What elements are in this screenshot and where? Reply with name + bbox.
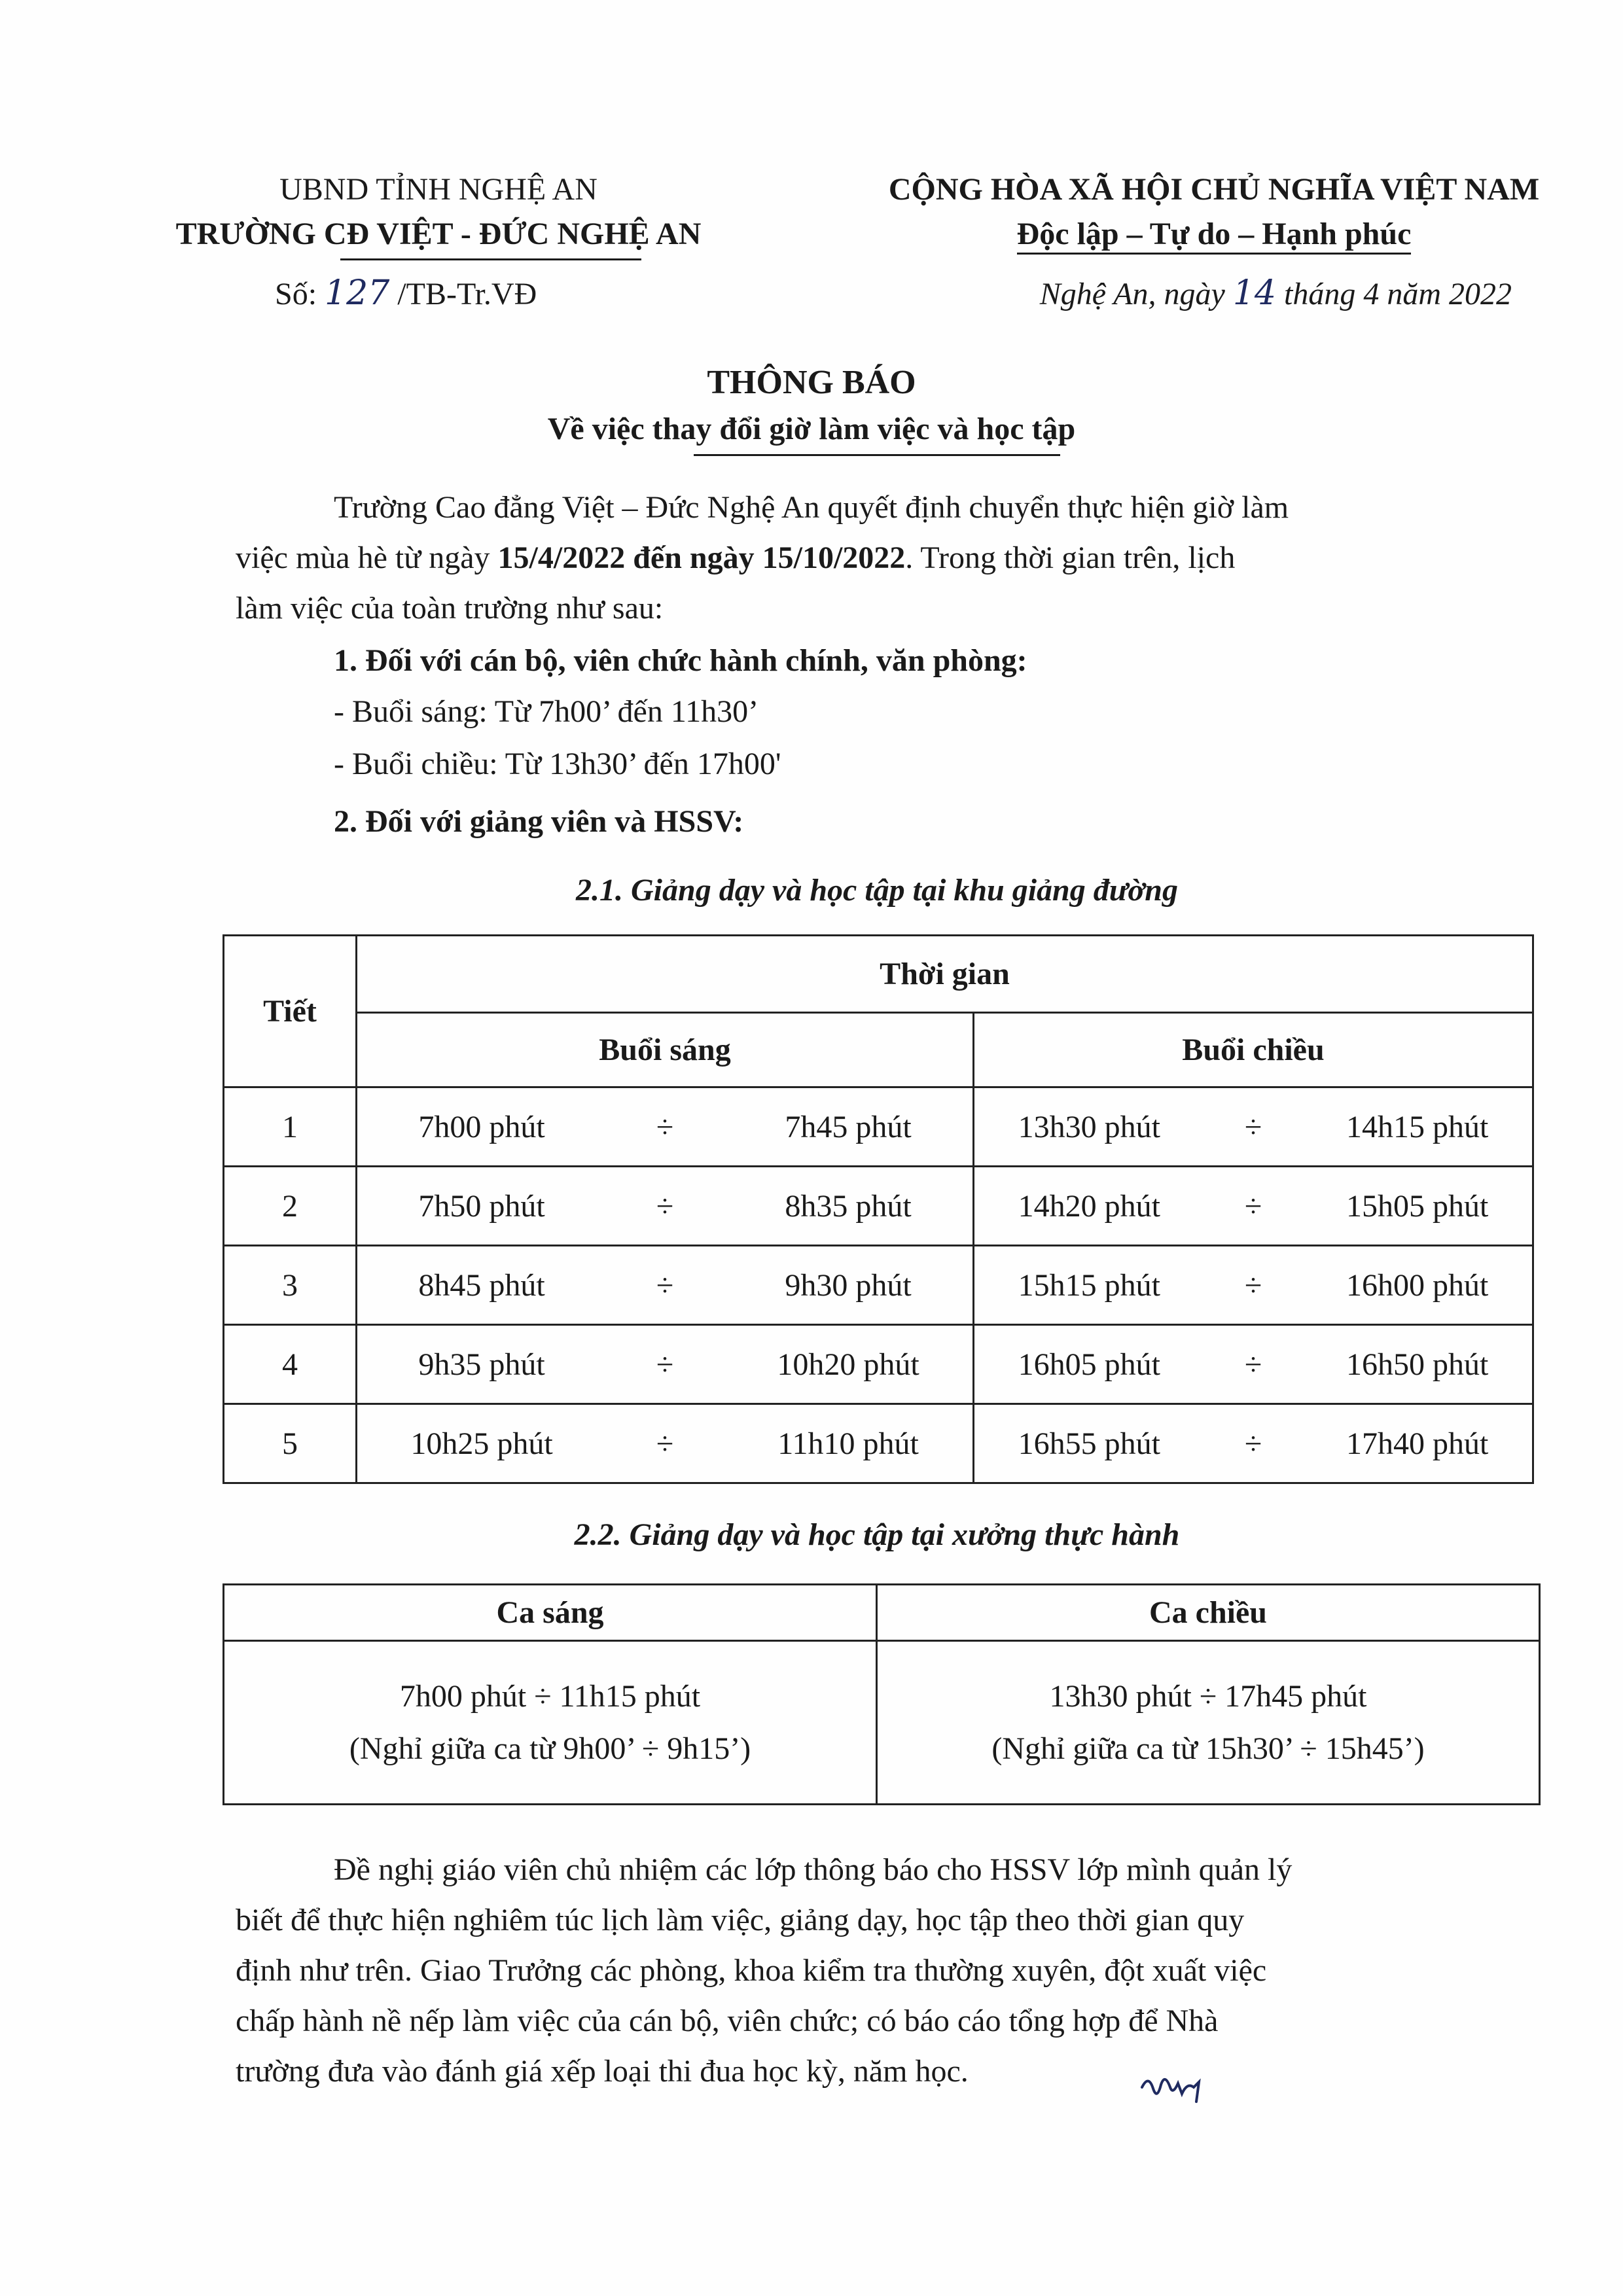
afternoon-slot	[974, 1325, 1533, 1404]
intro-line-3: làm việc của toàn trường như sau:	[236, 591, 664, 626]
doc-number-suffix: /TB-Tr.VĐ	[389, 277, 537, 311]
afternoon-start: 15h15 phút	[1018, 1267, 1160, 1303]
section1-heading: 1. Đối với cán bộ, viên chức hành chính, văn phòng:	[334, 643, 1027, 678]
range-separator: ÷	[656, 1267, 674, 1303]
intro-line-2a: việc mùa hè từ ngày	[236, 540, 498, 575]
morning-start: 10h25 phút	[410, 1426, 553, 1461]
col-period-header: Tiết	[224, 936, 357, 1087]
morning-end: 9h30 phút	[785, 1267, 912, 1303]
doc-date	[818, 274, 1512, 313]
range-separator: ÷	[1244, 1426, 1262, 1461]
table-row	[224, 1325, 1533, 1404]
doc-number-prefix: Số:	[275, 277, 325, 311]
table-row	[224, 1167, 1533, 1246]
intro-line-2b: . Trong thời gian trên, lịch	[905, 540, 1236, 575]
range-separator: ÷	[1244, 1109, 1262, 1144]
morning-shift-cell	[224, 1641, 877, 1805]
range-separator: ÷	[656, 1109, 674, 1144]
afternoon-start: 16h55 phút	[1018, 1426, 1160, 1461]
doc-number-handwritten: 127	[325, 274, 390, 313]
morning-shift-break: (Nghỉ giữa ca từ 9h00’ ÷ 9h15’)	[349, 1731, 751, 1766]
afternoon-slot	[974, 1167, 1533, 1246]
morning-end: 10h20 phút	[777, 1347, 919, 1382]
afternoon-shift-time: 13h30 phút ÷ 17h45 phút	[1049, 1678, 1367, 1714]
morning-end: 7h45 phút	[785, 1109, 912, 1144]
closing-line-2: biết để thực hiện nghiêm túc lịch làm việc, giảng dạy, học tập theo thời gian quy	[236, 1903, 1245, 1937]
morning-start: 8h45 phút	[418, 1267, 545, 1303]
period-cell: 2	[224, 1167, 357, 1246]
period-cell: 5	[224, 1404, 357, 1483]
morning-start: 7h50 phút	[418, 1188, 545, 1224]
table-row	[224, 1087, 1533, 1167]
intro-dates: 15/4/2022 đến ngày 15/10/2022	[497, 540, 906, 575]
afternoon-end: 14h15 phút	[1346, 1109, 1489, 1144]
afternoon-end: 15h05 phút	[1346, 1188, 1489, 1224]
doc-date-handwritten: 14	[1232, 274, 1276, 313]
issuer-underline	[340, 258, 641, 260]
table-row	[224, 1246, 1533, 1325]
intro-line-1: Trường Cao đẳng Việt – Đức Nghệ An quyết định chuyển thực hiện giờ làm	[334, 490, 1289, 525]
closing-line-1: Đề nghị giáo viên chủ nhiệm các lớp thông báo cho HSSV lớp mình quản lý	[334, 1852, 1293, 1887]
issuer-school-name: TRƯỜNG CĐ VIỆT - ĐỨC NGHỆ AN	[175, 217, 702, 251]
closing-line-4: chấp hành nề nếp làm việc của cán bộ, viên chức; có báo cáo tổng hợp để Nhà	[236, 2004, 1219, 2038]
afternoon-start: 14h20 phút	[1018, 1188, 1160, 1224]
afternoon-slot	[974, 1246, 1533, 1325]
range-separator: ÷	[1244, 1188, 1262, 1224]
issuer-authority: UBND TỈNH NGHỆ AN	[279, 172, 597, 207]
morning-slot	[357, 1404, 974, 1483]
morning-end: 8h35 phút	[785, 1188, 912, 1224]
national-title: CỘNG HÒA XÃ HỘI CHỦ NGHĨA VIỆT NAM	[888, 172, 1540, 207]
national-motto	[838, 216, 1590, 252]
notice-subtitle-text: Về việc thay đổi giờ làm việc và học tập	[547, 412, 1076, 446]
morning-start: 9h35 phút	[418, 1347, 545, 1382]
section1-morning: - Buổi sáng: Từ 7h00’ đến 11h30’	[334, 694, 759, 729]
morning-shift-time: 7h00 phút ÷ 11h15 phút	[399, 1678, 701, 1714]
afternoon-shift-cell	[877, 1641, 1540, 1805]
col-morning-shift-header: Ca sáng	[224, 1585, 877, 1641]
morning-slot	[357, 1167, 974, 1246]
col-time-header: Thời gian	[357, 936, 1533, 1013]
afternoon-end: 17h40 phút	[1346, 1426, 1489, 1461]
issuer-school	[111, 216, 766, 252]
col-afternoon-shift-header: Ca chiều	[877, 1585, 1540, 1641]
afternoon-slot	[974, 1404, 1533, 1483]
handwritten-initial-mark	[1139, 2068, 1211, 2107]
closing-line-3: định như trên. Giao Trưởng các phòng, khoa kiểm tra thường xuyên, đột xuất việc	[236, 1953, 1267, 1988]
col-morning-header: Buổi sáng	[357, 1013, 974, 1087]
range-separator: ÷	[656, 1188, 674, 1224]
doc-number	[275, 274, 733, 313]
workshop-schedule-table	[223, 1583, 1541, 1805]
period-cell: 3	[224, 1246, 357, 1325]
doc-date-prefix: Nghệ An, ngày	[1039, 277, 1233, 311]
national-motto-text: Độc lập – Tự do – Hạnh phúc	[1017, 217, 1412, 255]
morning-slot	[357, 1087, 974, 1167]
afternoon-start: 16h05 phút	[1018, 1347, 1160, 1382]
notice-subtitle	[0, 411, 1623, 447]
col-afternoon-header: Buổi chiều	[974, 1013, 1533, 1087]
table-row	[224, 1404, 1533, 1483]
period-cell: 1	[224, 1087, 357, 1167]
afternoon-slot	[974, 1087, 1533, 1167]
afternoon-end: 16h00 phút	[1346, 1267, 1489, 1303]
morning-slot	[357, 1246, 974, 1325]
range-separator: ÷	[1244, 1267, 1262, 1303]
morning-end: 11h10 phút	[777, 1426, 919, 1461]
morning-start: 7h00 phút	[418, 1109, 545, 1144]
section1-afternoon: - Buổi chiều: Từ 13h30’ đến 17h00'	[334, 747, 781, 781]
section2-sub1: 2.1. Giảng dạy và học tập tại khu giảng đường	[576, 873, 1178, 908]
notice-title: THÔNG BÁO	[707, 364, 916, 401]
intro-line-2	[236, 540, 1518, 576]
period-cell: 4	[224, 1325, 357, 1404]
morning-slot	[357, 1325, 974, 1404]
section2-heading: 2. Đối với giảng viên và HSSV:	[334, 804, 744, 839]
section2-sub2: 2.2. Giảng dạy và học tập tại xưởng thực hành	[574, 1517, 1180, 1552]
range-separator: ÷	[656, 1347, 674, 1382]
afternoon-end: 16h50 phút	[1346, 1347, 1489, 1382]
range-separator: ÷	[656, 1426, 674, 1461]
closing-line-5: trường đưa vào đánh giá xếp loại thi đua học kỳ, năm học.	[236, 2054, 969, 2089]
afternoon-shift-break: (Nghỉ giữa ca từ 15h30’ ÷ 15h45’)	[991, 1731, 1425, 1766]
range-separator: ÷	[1244, 1347, 1262, 1382]
subtitle-underline	[694, 454, 1060, 456]
afternoon-start: 13h30 phút	[1018, 1109, 1160, 1144]
lecture-hall-schedule-table	[223, 934, 1534, 1484]
doc-date-suffix: tháng 4 năm 2022	[1276, 277, 1512, 311]
